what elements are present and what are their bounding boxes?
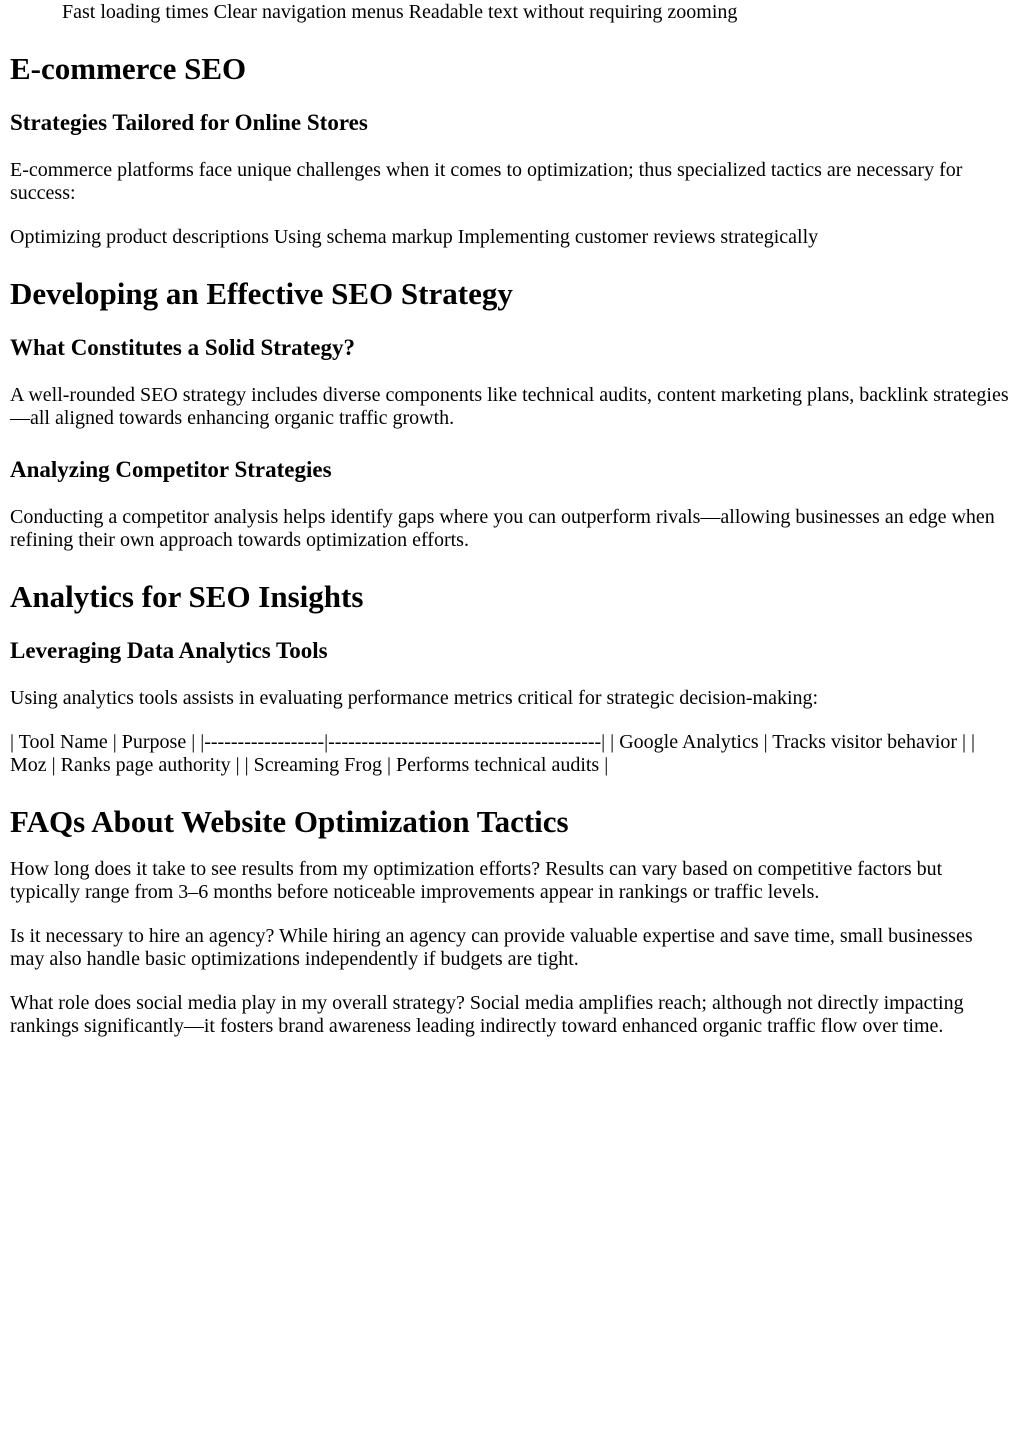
competitor-strategies-paragraph: Conducting a competitor analysis helps identify gaps where you can outperform rivals—allowing businesses an edge when refining their own approach towards optimization efforts. bbox=[10, 506, 995, 551]
online-stores-subheading: Strategies Tailored for Online Stores bbox=[10, 110, 368, 135]
article-page bbox=[0, 1, 1024, 1447]
faq-item: Is it necessary to hire an agency? While hiring an agency can provide valuable expertise and save time, small businesses may also handle basic optimizations independently if budgets are tight. bbox=[10, 925, 973, 970]
analytics-heading: Analytics for SEO Insights bbox=[10, 579, 364, 614]
solid-strategy-paragraph: A well-rounded SEO strategy includes diverse components like technical audits, content marketing plans, backlink strategies—all aligned towards enhancing organic traffic growth. bbox=[10, 384, 1009, 429]
ecommerce-intro-paragraph: E-commerce platforms face unique challenges when it comes to optimization; thus specialized tactics are necessary for success: bbox=[10, 159, 963, 204]
analytics-intro-paragraph: Using analytics tools assists in evaluating performance metrics critical for strategic decision-making: bbox=[10, 687, 819, 709]
competitor-strategies-subheading: Analyzing Competitor Strategies bbox=[10, 457, 332, 482]
ecommerce-tactics-list: Optimizing product descriptions Using schema markup Implementing customer reviews strategically bbox=[10, 226, 819, 248]
faq-item: How long does it take to see results from my optimization efforts? Results can vary based on competitive factors but typically range from 3–6 months before noticeable improvements appear in rankings or traffic levels. bbox=[10, 858, 943, 903]
analytics-tools-table-text: | Tool Name | Purpose | |------------------|-----------------------------------------| | Google Analytics | Tracks visitor behavior | | Moz | Ranks page authority | | Screaming Frog | Performs technical audits | bbox=[10, 731, 976, 776]
ecommerce-seo-heading: E-commerce SEO bbox=[10, 51, 247, 86]
solid-strategy-subheading: What Constitutes a Solid Strategy? bbox=[10, 335, 356, 360]
faqs-heading: FAQs About Website Optimization Tactics bbox=[10, 804, 569, 839]
mobile-features-list: Fast loading times Clear navigation menus Readable text without requiring zooming bbox=[62, 1, 738, 23]
seo-strategy-heading: Developing an Effective SEO Strategy bbox=[10, 276, 513, 311]
analytics-tools-subheading: Leveraging Data Analytics Tools bbox=[10, 638, 328, 663]
faq-item: What role does social media play in my overall strategy? Social media amplifies reach; although not directly impacting rankings significantly—it fosters brand awareness leading indirectly toward enhanced organic traffic flow over time. bbox=[10, 992, 964, 1037]
